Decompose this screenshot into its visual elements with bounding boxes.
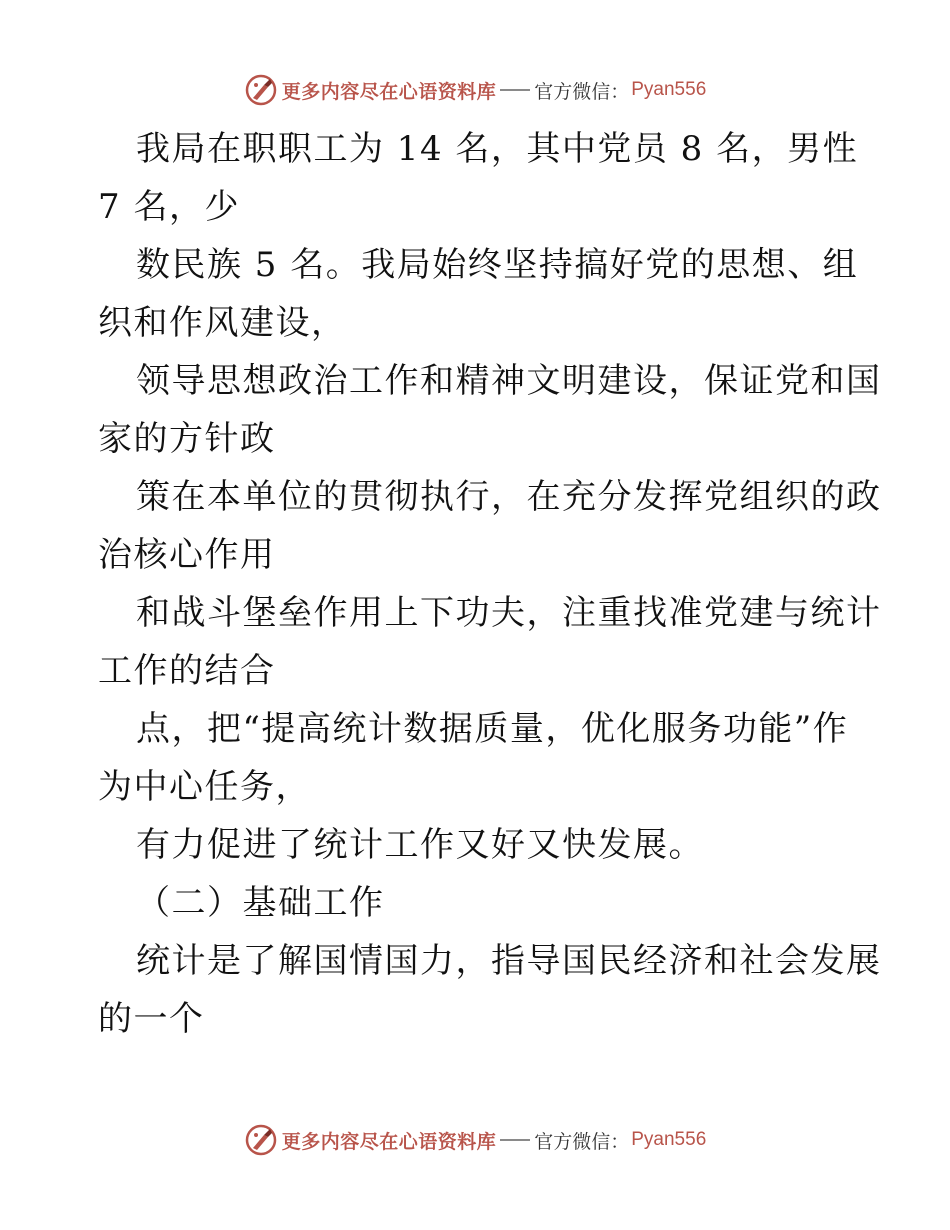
divider [500, 1139, 530, 1141]
promo-text: 更多内容尽在心语资料库 [281, 80, 497, 103]
text-line: 7 名，少 [98, 187, 240, 227]
text-line: 我局在职职工为 14 名，其中党员 8 名，男性 [136, 129, 859, 169]
pen-logo-icon [244, 1123, 278, 1157]
text-line: 领导思想政治工作和精神文明建设，保证党和国 [136, 361, 882, 401]
pen-logo-icon [244, 73, 278, 107]
text-line: 和战斗堡垒作用上下功夫，注重找准党建与统计 [136, 593, 882, 633]
text-line: 的一个 [98, 999, 205, 1039]
text-line: 工作的结合 [98, 651, 276, 691]
text-line: 点，把“提高统计数据质量，优化服务功能”作 [136, 709, 849, 749]
header-banner [0, 70, 950, 110]
text-line: 统计是了解国情国力，指导国民经济和社会发展 [136, 941, 882, 981]
wechat-label: 官方微信： [534, 1130, 630, 1153]
text-line: 数民族 5 名。我局始终坚持搞好党的思想、组 [136, 245, 859, 285]
wechat-label: 官方微信： [534, 80, 630, 103]
text-line: 为中心任务， [98, 767, 311, 807]
wechat-id: Pyan556 [631, 79, 707, 100]
document-body [98, 120, 882, 1048]
divider [500, 89, 530, 91]
text-line: 策在本单位的贯彻执行，在充分发挥党组织的政 [136, 477, 882, 517]
footer-banner [0, 1120, 950, 1160]
text-line: 有力促进了统计工作又好又快发展。 [136, 825, 704, 865]
text-line: 织和作风建设， [98, 303, 347, 343]
text-line: 家的方针政 [98, 419, 276, 459]
text-line: （二）基础工作 [136, 883, 385, 923]
promo-text: 更多内容尽在心语资料库 [281, 1130, 497, 1153]
text-line: 治核心作用 [98, 535, 276, 575]
wechat-id: Pyan556 [631, 1129, 707, 1150]
